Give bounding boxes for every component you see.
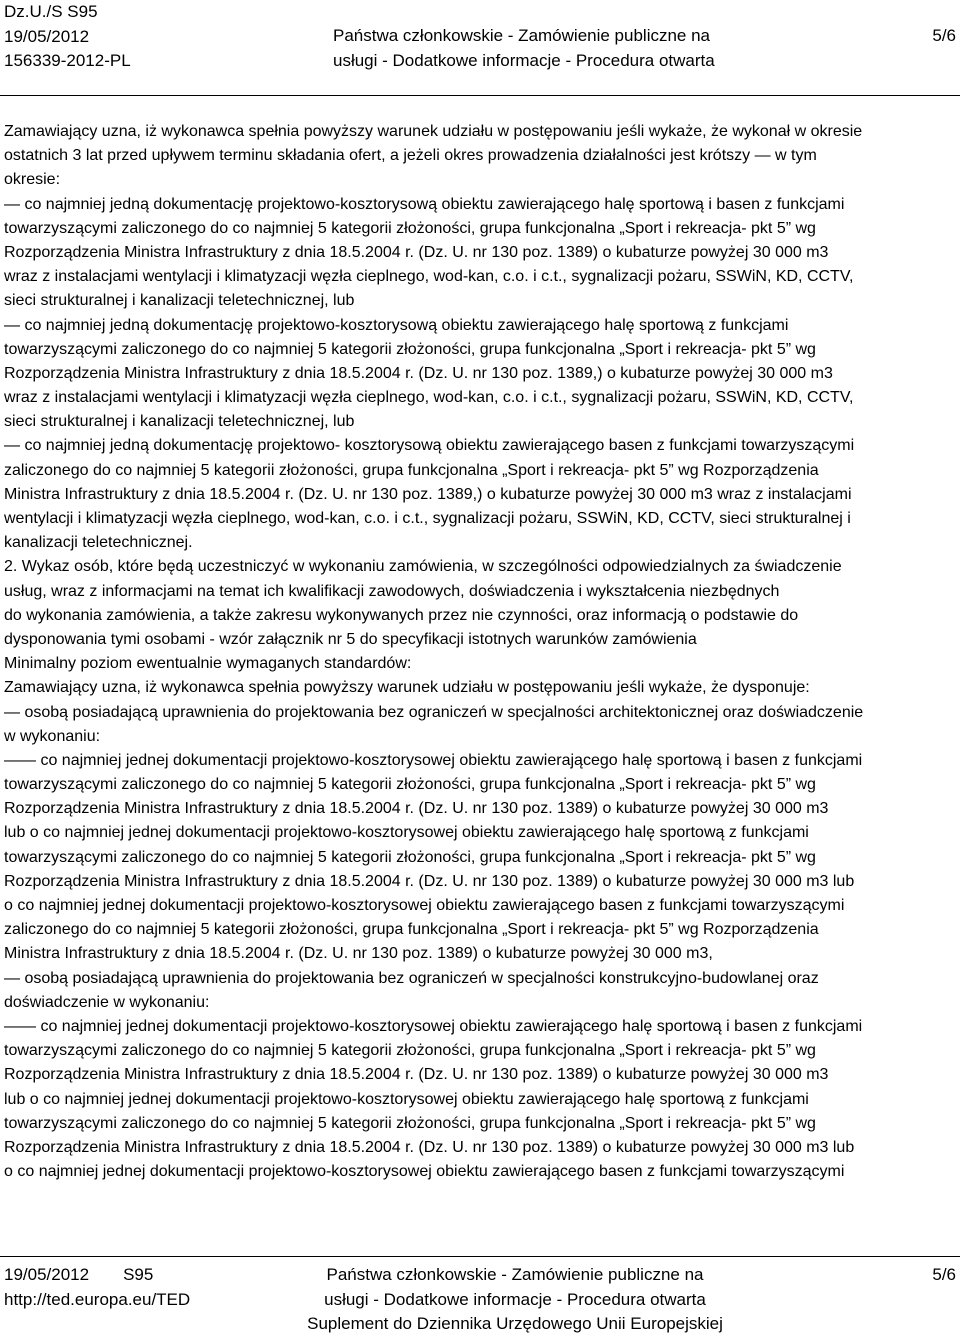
notice-number: 156339-2012-PL — [4, 51, 131, 70]
footer-title-line1: Państwa członkowskie - Zamówienie publiczne na — [326, 1265, 704, 1284]
body-line: Rozporządzenia Ministra Infrastruktury z dnia 18.5.2004 r. (Dz. U. nr 130 poz. 1389) o kubaturze powyżej 30 000 m3 — [4, 243, 829, 261]
body-line: towarzyszącymi zaliczonego do co najmniej 5 kategorii złożoności, grupa funkcjonalna „Sport i rekreacja- pkt 5” wg — [4, 1042, 816, 1060]
header-divider — [0, 95, 960, 96]
body-line: do wykonania zamówienia, a także zakresu wykonywanych przez nie czynności, oraz informacją o podstawie do — [4, 606, 799, 624]
body-line: w wykonaniu: — [4, 727, 101, 745]
header-title-line2: usługi - Dodatkowe informacje - Procedura otwarta — [333, 50, 715, 70]
body-line: — co najmniej jedną dokumentację projektowo- kosztorysową obiektu zawierającego basen z funkcjami towarzyszącymi — [4, 437, 855, 455]
body-line: sieci strukturalnej i kanalizacji teletechnicznej, lub — [4, 413, 355, 431]
body-line: kanalizacji teletechnicznej. — [4, 534, 193, 552]
footer-divider — [0, 1256, 960, 1257]
footer-date: 19/05/2012 — [4, 1265, 90, 1284]
footer-center — [300, 1263, 730, 1337]
body-line: wraz z instalacjami wentylacji i klimatyzacji węzła cieplnego, wod-kan, c.o. i c.t., sygnalizacji pożaru, SSWiN, KD, CCTV, — [4, 268, 854, 286]
body-line: Zamawiający uzna, iż wykonawca spełnia powyższy warunek udziału w postępowaniu jeśli wykaże, że dysponuje: — [4, 679, 810, 697]
body-line: doświadczenie w wykonaniu: — [4, 993, 210, 1011]
body-line: okresie: — [4, 171, 61, 189]
body-line: —— co najmniej jednej dokumentacji projektowo-kosztorysowej obiektu zawierającego halę sportową i basen z funkcjami — [4, 1017, 863, 1035]
body-line: — osobą posiadającą uprawnienia do projektowania bez ograniczeń w specjalności architektonicznej oraz doświadczenie — [4, 703, 864, 721]
body-line: zaliczonego do co najmniej 5 kategorii złożoności, grupa funkcjonalna „Sport i rekreacja- pkt 5” wg Rozporządzenia — [4, 461, 819, 479]
body-line: Rozporządzenia Ministra Infrastruktury z dnia 18.5.2004 r. (Dz. U. nr 130 poz. 1389) o kubaturze powyżej 30 000 m3 lub — [4, 872, 855, 890]
body-line: —— co najmniej jednej dokumentacji projektowo-kosztorysowej obiektu zawierającego halę sportową i basen z funkcjami — [4, 751, 863, 769]
body-line: wentylacji i klimatyzacji węzła cieplnego, wod-kan, c.o. i c.t., sygnalizacji pożaru, SSWiN, KD, CCTV, sieci strukturalnej i — [4, 510, 851, 527]
body-line: sieci strukturalnej i kanalizacji teletechnicznej, lub — [4, 292, 355, 310]
body-line: — osobą posiadającą uprawnienia do projektowania bez ograniczeń w specjalności konstrukcyjno-budowlanej oraz — [4, 969, 819, 987]
header-title-line1: Państwa członkowskie - Zamówienie publiczne na — [333, 26, 711, 45]
body-line: Ministra Infrastruktury z dnia 18.5.2004 r. (Dz. U. nr 130 poz. 1389) o kubaturze powyżej 30 000 m3, — [4, 945, 713, 963]
header-page-number: 5/6 — [932, 26, 956, 45]
header-center — [333, 24, 715, 73]
footer-series: S95 — [123, 1265, 154, 1284]
body-line: Rozporządzenia Ministra Infrastruktury z dnia 18.5.2004 r. (Dz. U. nr 130 poz. 1389) o kubaturze powyżej 30 000 m3 — [4, 800, 829, 818]
body-line: towarzyszącymi zaliczonego do co najmniej 5 kategorii złożoności, grupa funkcjonalna „Sport i rekreacja- pkt 5” wg — [4, 848, 816, 866]
body-line: dysponowania tymi osobami - wzór załącznik nr 5 do specyfikacji istotnych warunków zamówienia — [4, 630, 697, 648]
body-line: Zamawiający uzna, iż wykonawca spełnia powyższy warunek udziału w postępowaniu jeśli wykaże, że wykonał w okresie — [4, 123, 863, 140]
body-line: — co najmniej jedną dokumentację projektowo-kosztorysową obiektu zawierającego halę sportową i basen z funkcjami — [4, 195, 845, 213]
body-line: towarzyszącymi zaliczonego do co najmniej 5 kategorii złożoności, grupa funkcjonalna „Sport i rekreacja- pkt 5” wg — [4, 219, 816, 237]
footer-url[interactable]: http://ted.europa.eu/TED — [4, 1289, 191, 1309]
publication-date: 19/05/2012 — [4, 26, 90, 46]
body-line: Rozporządzenia Ministra Infrastruktury z dnia 18.5.2004 r. (Dz. U. nr 130 poz. 1389,) o kubaturze powyżej 30 000 m3 — [4, 364, 833, 382]
header-left — [4, 0, 131, 74]
body-line: lub o co najmniej jednej dokumentacji projektowo-kosztorysowej obiektu zawierającego halę sportową z funkcjami — [4, 1090, 809, 1108]
body-line: o co najmniej jednej dokumentacji projektowo-kosztorysowej obiektu zawierającego basen z funkcjami towarzyszącymi — [4, 897, 845, 914]
body-line: lub o co najmniej jednej dokumentacji projektowo-kosztorysowej obiektu zawierającego halę sportową z funkcjami — [4, 824, 809, 842]
body-line: usług, wraz z informacjami na temat ich kwalifikacji zawodowych, doświadczenia i wykształcenia niezbędnych — [4, 582, 780, 600]
body-line: zaliczonego do co najmniej 5 kategorii złożoności, grupa funkcjonalna „Sport i rekreacja- pkt 5” wg Rozporządzenia — [4, 921, 819, 939]
body-line: 2. Wykaz osób, które będą uczestniczyć w wykonaniu zamówienia, w szczególności odpowiedzialnych za świadczenie — [4, 558, 842, 576]
footer-title-line2: usługi - Dodatkowe informacje - Procedura otwarta — [324, 1289, 706, 1309]
body-line: ostatnich 3 lat przed upływem terminu składania ofert, a jeżeli okres prowadzenia działalności jest krótszy — w tym — [4, 147, 817, 165]
body-line: towarzyszącymi zaliczonego do co najmniej 5 kategorii złożoności, grupa funkcjonalna „Sport i rekreacja- pkt 5” wg — [4, 776, 816, 794]
body-line: Rozporządzenia Ministra Infrastruktury z dnia 18.5.2004 r. (Dz. U. nr 130 poz. 1389) o kubaturze powyżej 30 000 m3 — [4, 1066, 829, 1084]
body-line: towarzyszącymi zaliczonego do co najmniej 5 kategorii złożoności, grupa funkcjonalna „Sport i rekreacja- pkt 5” wg — [4, 340, 816, 358]
body-line: Minimalny poziom ewentualnie wymaganych standardów: — [4, 655, 412, 673]
body-line: towarzyszącymi zaliczonego do co najmniej 5 kategorii złożoności, grupa funkcjonalna „Sport i rekreacja- pkt 5” wg — [4, 1114, 816, 1132]
body-line: Ministra Infrastruktury z dnia 18.5.2004 r. (Dz. U. nr 130 poz. 1389,) o kubaturze powyżej 30 000 m3 wraz z instalacjami — [4, 485, 852, 503]
footer-left — [4, 1263, 190, 1312]
footer-supplement: Suplement do Dziennika Urzędowego Unii Europejskiej — [307, 1314, 723, 1333]
journal-ref: Dz.U./S S95 — [4, 2, 98, 21]
document-body — [4, 120, 958, 1184]
body-line: wraz z instalacjami wentylacji i klimatyzacji węzła cieplnego, wod-kan, c.o. i c.t., sygnalizacji pożaru, SSWiN, KD, CCTV, — [4, 389, 854, 407]
body-line: Rozporządzenia Ministra Infrastruktury z dnia 18.5.2004 r. (Dz. U. nr 130 poz. 1389) o kubaturze powyżej 30 000 m3 lub — [4, 1138, 855, 1156]
body-line: o co najmniej jednej dokumentacji projektowo-kosztorysowej obiektu zawierającego basen z funkcjami towarzyszącymi — [4, 1163, 845, 1181]
body-line: — co najmniej jedną dokumentację projektowo-kosztorysową obiektu zawierającego halę sportową z funkcjami — [4, 316, 789, 334]
footer-date-line — [4, 1263, 190, 1288]
footer-page-number: 5/6 — [932, 1265, 956, 1284]
